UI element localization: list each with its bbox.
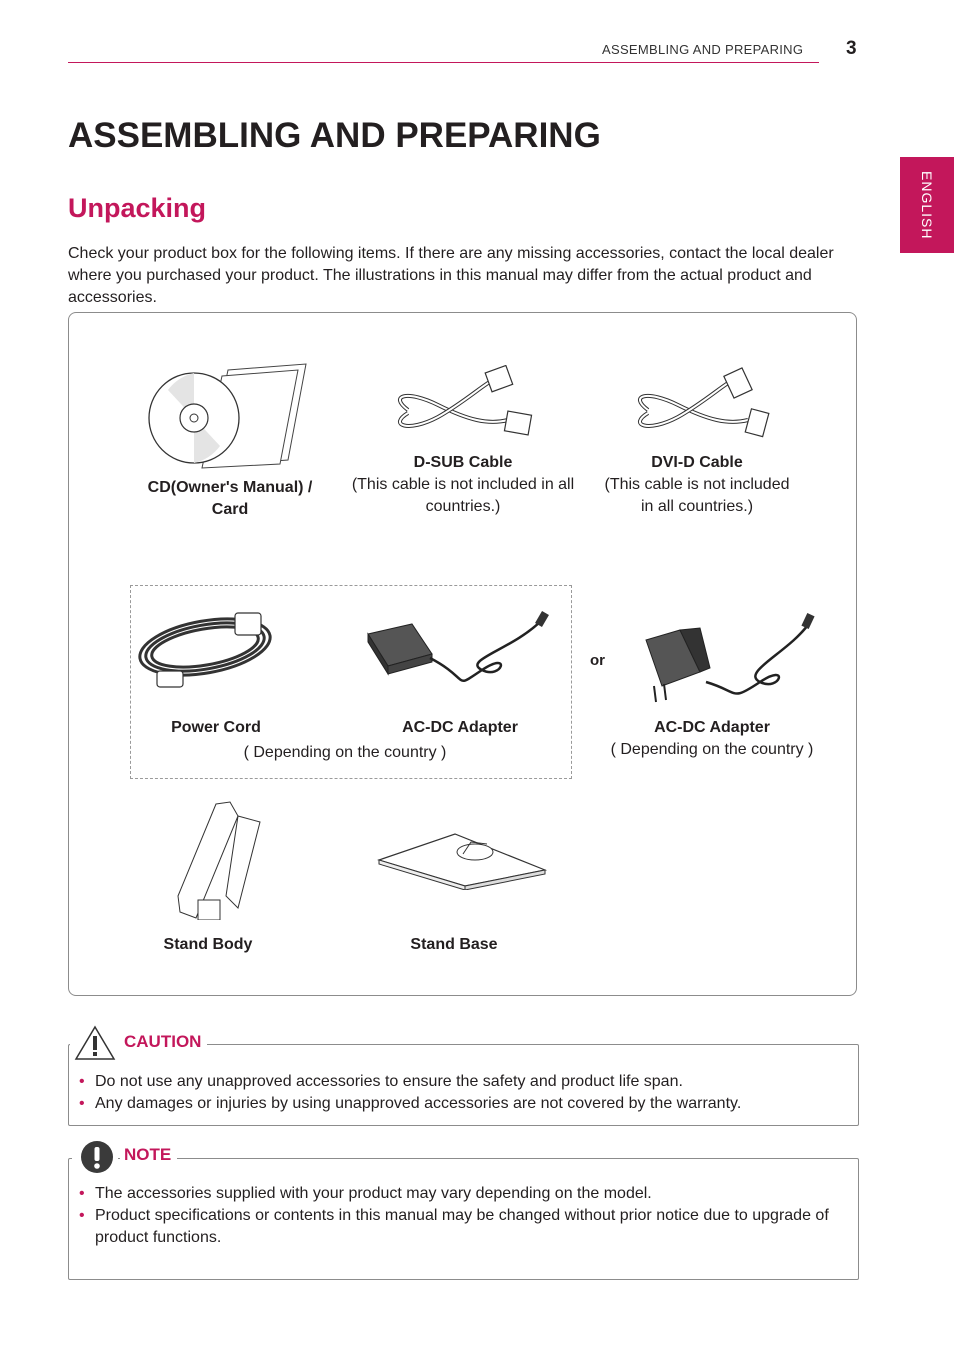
cd-name-line2: Card xyxy=(211,501,249,518)
caution-item: • Any damages or injuries by using unapproved accessories are not covered by the warranty. xyxy=(69,1093,839,1115)
stand-base-name: Stand Base xyxy=(410,936,498,953)
caution-box xyxy=(68,1044,859,1126)
note-item: • The accessories supplied with your product may vary depending on the model. xyxy=(69,1183,839,1205)
caution-list xyxy=(69,1071,839,1115)
power-cord-label xyxy=(150,717,282,739)
note-title: NOTE xyxy=(120,1145,177,1165)
caution-item: • Do not use any unapproved accessories to ensure the safety and product life span. xyxy=(69,1071,839,1093)
wall-adapter-illustration xyxy=(640,612,830,707)
intro-paragraph: Check your product box for the following items. If there are any missing accessories, contact the local dealer where you purchased your product. The illustrations in this manual may differ from the actual product and accessories. xyxy=(68,245,834,306)
section-title: Unpacking xyxy=(68,193,207,223)
dsub-note-line1: (This cable is not included in all xyxy=(351,476,575,493)
dvid-label xyxy=(592,452,802,518)
dsub-name: D-SUB Cable xyxy=(413,454,513,471)
or-label: or xyxy=(590,652,605,669)
caution-title: CAUTION xyxy=(120,1032,207,1052)
language-tab-label: ENGLISH xyxy=(919,170,935,240)
adapter2-label xyxy=(600,717,824,761)
warning-triangle-icon xyxy=(74,1024,116,1062)
note-box xyxy=(68,1158,859,1280)
cd-name-line1: CD(Owner's Manual) / xyxy=(147,479,313,496)
page-number: 3 xyxy=(846,38,857,59)
note-item: • Product specifications or contents in this manual may be changed without prior notice due to upgrade of product functions. xyxy=(69,1205,839,1249)
dsub-cable-illustration xyxy=(388,365,543,440)
stand-body-name: Stand Body xyxy=(163,936,253,953)
dvid-note-line1: (This cable is not included xyxy=(604,476,790,493)
language-tab xyxy=(900,157,954,253)
cd-label xyxy=(130,477,330,521)
cd-card-illustration xyxy=(148,360,313,470)
power-cord-name: Power Cord xyxy=(171,719,261,736)
running-header: ASSEMBLING AND PREPARING xyxy=(602,42,804,57)
ac-dc-adapter-illustration xyxy=(362,610,562,695)
dvid-name: DVI-D Cable xyxy=(651,454,743,471)
note-list xyxy=(69,1183,839,1249)
stand-body-illustration xyxy=(168,800,268,920)
stand-base-label xyxy=(394,934,514,956)
adapter2-name: AC-DC Adapter xyxy=(654,719,770,736)
adapter1-label xyxy=(380,717,540,739)
adapter2-note: ( Depending on the country ) xyxy=(610,741,814,758)
dvid-note-line2: in all countries.) xyxy=(640,498,754,515)
dvid-cable-illustration xyxy=(628,365,783,440)
adapter1-name: AC-DC Adapter xyxy=(402,719,518,736)
dsub-note-line2: countries.) xyxy=(425,498,501,515)
stand-base-illustration xyxy=(375,830,550,890)
group-note: ( Depending on the country ) xyxy=(243,744,447,761)
power-cord-illustration xyxy=(135,605,285,695)
header-rule xyxy=(68,62,819,63)
dsub-label xyxy=(343,452,583,518)
stand-body-label xyxy=(148,934,268,956)
page-title: ASSEMBLING AND PREPARING xyxy=(68,116,601,155)
exclamation-circle-icon xyxy=(80,1140,114,1174)
